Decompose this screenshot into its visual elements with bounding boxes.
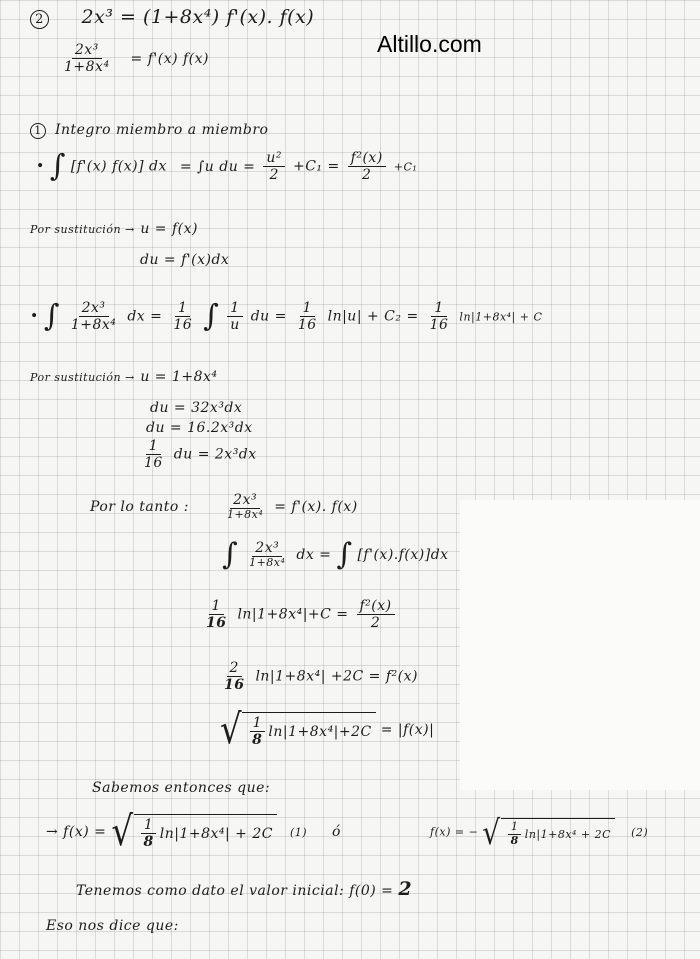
- step-heading-text: Integro miembro a miembro: [54, 122, 269, 138]
- solution-lhs: f(x) = −: [430, 825, 479, 839]
- differential-2c: [138, 438, 257, 471]
- step-heading: [30, 122, 268, 139]
- text-sabemos: Sabemos entonces que:: [92, 780, 271, 796]
- integral-du: du =: [250, 308, 287, 325]
- denominator: 1+8x⁴: [249, 556, 286, 570]
- conclusion-5: [220, 706, 435, 755]
- fraction: [246, 540, 288, 570]
- equation-2: [58, 42, 209, 75]
- fraction: [227, 300, 243, 333]
- integral-sign: ∫: [336, 537, 353, 572]
- numerator: 1: [227, 300, 242, 317]
- or-word: ó: [331, 824, 341, 841]
- equation-1: [30, 6, 314, 29]
- radicand: ln|1+8x⁴ + 2C: [524, 827, 612, 841]
- radicand: ln|1+8x⁴| + 2C: [159, 825, 273, 842]
- fraction: [508, 821, 522, 847]
- differential-2a: du = 32x³dx: [150, 400, 243, 416]
- radicand: ln|1+8x⁴|+2C: [268, 723, 372, 740]
- fraction: [203, 598, 229, 631]
- step-marker: 1: [30, 123, 46, 139]
- conclusion-label: Por lo tanto :: [90, 498, 189, 515]
- differential-1: du = f'(x)dx: [140, 252, 230, 268]
- integral-sign: ∫: [49, 148, 66, 184]
- substitution-label: Por sustitución →: [30, 223, 135, 236]
- substitution-eq: u = f(x): [140, 221, 198, 237]
- integral-sign: ∫: [203, 298, 220, 334]
- numerator: 1: [175, 300, 190, 317]
- denominator: 8: [510, 833, 519, 847]
- numerator: 1: [431, 300, 446, 317]
- text-eso: Eso nos dice que:: [46, 918, 179, 934]
- square-root: √ $\frac{1}{8}$ ln|1+8x⁴| + 2C: [111, 814, 277, 850]
- numerator: f²(x): [357, 598, 395, 615]
- integral-2: • ∫ $\frac{\text{2x³}}{\text{1+8x⁴}}$ dx = $\frac{1}{16}$ ∫ $\frac{1}{u}$ du = $\frac{1}{16}$ ln|u| + C₂ = $\frac{1}{16}$ ln|1+8x⁴| + C: [30, 298, 543, 334]
- numerator: 1: [209, 598, 224, 615]
- integral-dx: dx =: [296, 547, 332, 563]
- numerator: 2x³: [79, 300, 109, 317]
- equation-2-rhs: = f'(x) f(x): [130, 50, 209, 67]
- constant: +C₁ =: [292, 158, 340, 175]
- fraction: [224, 492, 266, 522]
- solution-lhs: → f(x) =: [46, 824, 107, 841]
- numerator: 1: [146, 438, 161, 455]
- fraction: [427, 300, 452, 333]
- log-result: ln|1+8x⁴| + C: [459, 310, 543, 324]
- denominator: 16: [224, 677, 245, 694]
- denominator: 2: [269, 167, 279, 184]
- fraction: [141, 817, 157, 850]
- log-expression: ln|1+8x⁴| +2C = f²(x): [255, 668, 418, 685]
- square-root: √ $\frac{1}{8}$ ln|1+8x⁴|+2C: [220, 712, 376, 748]
- denominator: 2: [362, 167, 372, 184]
- numerator: 2x³: [72, 42, 102, 59]
- denominator: 16: [429, 317, 449, 334]
- numerator: 1: [508, 821, 522, 835]
- fraction: [170, 300, 195, 333]
- substitution-eq: u = 1+8x⁴: [140, 369, 218, 385]
- conclusion-4: [218, 660, 418, 693]
- fraction: [249, 715, 265, 748]
- numerator: 1: [141, 817, 156, 834]
- initial-value: [76, 878, 412, 900]
- integral-sign: ∫: [43, 298, 60, 334]
- square-root: √ $\frac{1}{8}$ ln|1+8x⁴ + 2C: [482, 818, 615, 847]
- fraction: [263, 150, 285, 183]
- fraction: [141, 438, 166, 471]
- integral-sign: ∫: [222, 537, 239, 572]
- fraction: [357, 598, 395, 631]
- conclusion-rhs: = |f(x)|: [380, 722, 435, 739]
- numerator: 1: [250, 715, 265, 732]
- item-marker: 2: [30, 10, 49, 29]
- substitution-2: [30, 366, 218, 385]
- numerator: f²(x): [348, 150, 386, 167]
- differential-text: du = 2x³dx: [173, 446, 257, 463]
- solution-2: [430, 812, 649, 852]
- numerator: u²: [263, 150, 285, 167]
- numerator: 2x³: [252, 540, 282, 557]
- equation-tag: (1): [289, 826, 308, 840]
- denominator: 16: [144, 455, 163, 472]
- log-expression: ln|1+8x⁴|+C =: [237, 606, 349, 623]
- denominator: 8: [143, 834, 154, 851]
- integral-1: • ∫ [f'(x) f(x)] dx = ∫u du = $\frac{\text{u²}}{2}$ +C₁ = $\frac{\text{f²(x)}}{2}$ +C₁: [36, 148, 418, 184]
- blank-paper-area: [460, 500, 700, 790]
- denominator: 16: [297, 317, 317, 334]
- constant: +C₁: [393, 160, 418, 174]
- fraction: [68, 300, 120, 333]
- equation-tag: (2): [631, 825, 649, 839]
- denominator: 16: [206, 615, 227, 632]
- fraction: [295, 300, 320, 333]
- equation-1-text: 2x³ = (1+8x⁴) f'(x). f(x): [81, 6, 315, 28]
- conclusion-2: [222, 537, 449, 572]
- numerator: 2x³: [230, 492, 260, 509]
- conclusion-rhs: = f'(x). f(x): [274, 498, 358, 515]
- initial-value-number: 2: [398, 878, 413, 900]
- fraction: [61, 42, 113, 75]
- initial-value-text: Tenemos como dato el valor inicial: f(0) =: [76, 883, 394, 899]
- conclusion-1: [90, 492, 358, 522]
- denominator: u: [230, 317, 240, 334]
- substitution-1: [30, 218, 198, 237]
- denominator: 1+8x⁴: [70, 317, 117, 334]
- integral-dx: dx =: [127, 308, 163, 325]
- watermark: Altillo.com: [377, 31, 482, 57]
- denominator: 8: [252, 732, 263, 749]
- integrand: [f'(x) f(x)] dx: [70, 158, 167, 175]
- numerator: 1: [300, 300, 315, 317]
- solution-1: [46, 808, 341, 857]
- substitution-label: Por sustitución →: [30, 371, 135, 384]
- fraction: [221, 660, 247, 693]
- denominator: 2: [370, 615, 381, 632]
- conclusion-3: [200, 598, 398, 631]
- denominator: 16: [173, 317, 193, 334]
- integrand: [f'(x).f(x)]dx: [357, 547, 449, 563]
- fraction: [348, 150, 386, 183]
- differential-2b: du = 16.2x³dx: [146, 420, 253, 436]
- denominator: 1+8x⁴: [226, 508, 264, 522]
- integral-mid: = ∫u du =: [179, 158, 256, 175]
- log-result: ln|u| + C₂ =: [327, 308, 419, 325]
- numerator: 2: [227, 660, 242, 677]
- denominator: 1+8x⁴: [64, 59, 110, 76]
